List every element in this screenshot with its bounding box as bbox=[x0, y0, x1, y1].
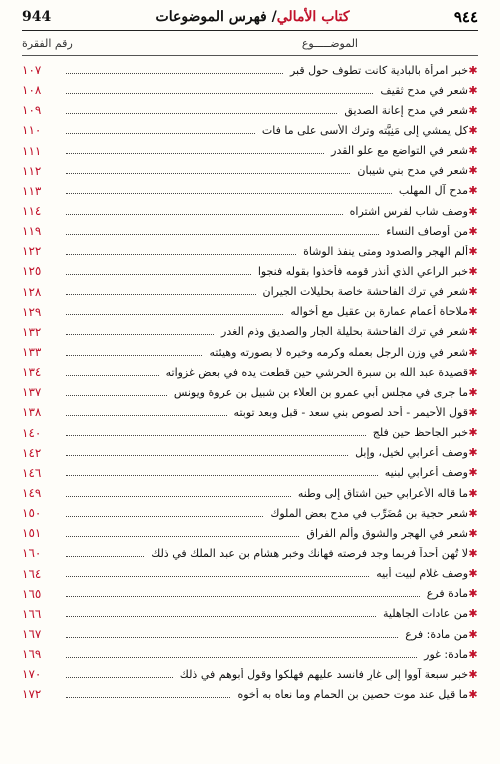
dot-leader bbox=[66, 637, 398, 638]
index-entry bbox=[22, 503, 478, 523]
star-icon: ✱ bbox=[468, 546, 478, 560]
dot-leader bbox=[66, 395, 167, 396]
topic-column-heading: الموضـــــوع bbox=[301, 36, 358, 50]
column-headings bbox=[22, 31, 478, 55]
index-entries bbox=[22, 60, 478, 705]
index-entry bbox=[22, 60, 478, 80]
entry-number: ١٢٥ bbox=[22, 264, 42, 279]
entry-number: ١٠٩ bbox=[22, 103, 42, 118]
index-entry bbox=[22, 201, 478, 221]
dot-leader bbox=[66, 496, 291, 497]
star-icon: ✱ bbox=[468, 123, 478, 137]
entry-title: خبر امرأة بالبادية كانت تطوف حول قبر bbox=[289, 63, 468, 77]
entry-number: ١١٠ bbox=[22, 123, 42, 138]
dot-leader bbox=[66, 274, 251, 275]
star-icon: ✱ bbox=[468, 224, 478, 238]
entry-number: ١١٩ bbox=[22, 224, 42, 239]
star-icon: ✱ bbox=[468, 385, 478, 399]
entry-number: ١١٤ bbox=[22, 204, 42, 219]
entry-title: خبر الراعي الذي أنذر قومه فأخذوا بقوله فنجوا bbox=[257, 264, 468, 278]
index-entry bbox=[22, 322, 478, 342]
entry-number: ١٧٠ bbox=[22, 667, 42, 682]
entry-title: مادة: غور bbox=[424, 647, 468, 661]
dot-leader bbox=[66, 415, 227, 416]
dot-leader bbox=[66, 234, 379, 235]
entry-number: ١٥١ bbox=[22, 526, 42, 541]
entry-number: ١٤٩ bbox=[22, 486, 42, 501]
dot-leader bbox=[66, 73, 283, 74]
star-icon: ✱ bbox=[468, 103, 478, 117]
page-number-latin: 944 bbox=[22, 9, 52, 25]
index-entry bbox=[22, 282, 478, 302]
star-icon: ✱ bbox=[468, 647, 478, 661]
entry-number: ١١٣ bbox=[22, 183, 42, 198]
star-icon: ✱ bbox=[468, 244, 478, 258]
star-icon: ✱ bbox=[468, 405, 478, 419]
entry-title: وصف أعرابي لبنيه bbox=[384, 466, 468, 480]
index-entry bbox=[22, 483, 478, 503]
dot-leader bbox=[66, 334, 214, 335]
dot-leader bbox=[66, 435, 366, 436]
index-entry bbox=[22, 241, 478, 261]
star-icon: ✱ bbox=[468, 526, 478, 540]
dot-leader bbox=[66, 576, 369, 577]
entry-title: خبر الجاحظ حين فلج bbox=[372, 426, 468, 440]
dot-leader bbox=[66, 556, 144, 557]
star-icon: ✱ bbox=[468, 486, 478, 500]
dot-leader bbox=[66, 536, 299, 537]
index-entry bbox=[22, 141, 478, 161]
dot-leader bbox=[66, 113, 337, 114]
entry-title: من أوصاف النساء bbox=[386, 224, 468, 238]
entry-number: ١١١ bbox=[22, 143, 42, 158]
dot-leader bbox=[66, 153, 324, 154]
entry-number: ١٠٨ bbox=[22, 83, 42, 98]
star-icon: ✱ bbox=[468, 204, 478, 218]
entry-number: ١٥٠ bbox=[22, 506, 42, 521]
dot-leader bbox=[66, 173, 350, 174]
dot-leader bbox=[66, 193, 392, 194]
dot-leader bbox=[66, 455, 348, 456]
entry-number: ١٦٩ bbox=[22, 647, 42, 662]
index-entry bbox=[22, 423, 478, 443]
entry-number: ١٣٤ bbox=[22, 365, 42, 380]
entry-title: ما قيل عند موت حصين بن الحمام وما نعاه به أخوه bbox=[237, 687, 468, 701]
entry-number: ١٣٣ bbox=[22, 345, 42, 360]
entry-title: قصيدة عبد الله بن سبرة الحرشي حين قطعت يده في بعض غزواته bbox=[165, 365, 468, 379]
entry-title: من مادة: فرع bbox=[405, 627, 468, 641]
star-icon: ✱ bbox=[468, 365, 478, 379]
star-icon: ✱ bbox=[468, 264, 478, 278]
entry-title: شعر في مدح إعانة الصديق bbox=[344, 103, 468, 117]
page-number-arabic: ٩٤٤ bbox=[453, 8, 478, 26]
entry-title: لا تُهِن أحداً فربما وجد فرصته فهانك وخبر هشام بن عبد الملك في ذلك bbox=[151, 546, 468, 560]
index-entry bbox=[22, 221, 478, 241]
running-head: كتاب الأمالي/ فهرس الموضوعات bbox=[155, 9, 350, 25]
entry-title: وصف شاب لفرس اشتراه bbox=[349, 204, 468, 218]
entry-title: وصف غلام لبيت أبيه bbox=[376, 567, 468, 581]
dot-leader bbox=[66, 133, 255, 134]
star-icon: ✱ bbox=[468, 687, 478, 701]
entry-title: ملاحاة أعمام عمارة بن عقيل مع أخواله bbox=[290, 305, 468, 319]
star-icon: ✱ bbox=[468, 305, 478, 319]
entry-title: شعر في ترك الفاحشة خاصة بحليلات الجيران bbox=[262, 285, 468, 299]
entry-number: ١٦٧ bbox=[22, 627, 42, 641]
entry-number: ١٦٠ bbox=[22, 546, 42, 561]
dot-leader bbox=[66, 314, 283, 315]
star-icon: ✱ bbox=[468, 567, 478, 581]
running-title: كتاب الأمالي bbox=[276, 9, 350, 25]
dot-leader bbox=[66, 375, 159, 376]
entry-title: شعر في مدح بني شيبان bbox=[357, 164, 468, 178]
entry-title: ما قاله الأعرابي حين اشتاق إلى وطنه bbox=[297, 486, 468, 500]
index-entry bbox=[22, 644, 478, 664]
star-icon: ✱ bbox=[468, 184, 478, 198]
dot-leader bbox=[66, 657, 417, 658]
star-icon: ✱ bbox=[468, 63, 478, 77]
paragraph-column-heading: رقم الفقرة bbox=[22, 36, 73, 50]
dot-leader bbox=[66, 93, 373, 94]
index-entry bbox=[22, 261, 478, 281]
dot-leader bbox=[66, 697, 230, 698]
column-heading-rule bbox=[22, 55, 478, 56]
star-icon: ✱ bbox=[468, 627, 478, 641]
entry-number: ١٤٠ bbox=[22, 425, 42, 440]
index-entry bbox=[22, 664, 478, 684]
dot-leader bbox=[66, 214, 343, 215]
index-entry bbox=[22, 342, 478, 362]
entry-title: وصف أعرابي لخيل، وإبل bbox=[355, 446, 468, 460]
entry-number: ١٧٢ bbox=[22, 687, 42, 702]
index-entry bbox=[22, 604, 478, 624]
entry-number: ١٢٨ bbox=[22, 284, 42, 299]
star-icon: ✱ bbox=[468, 446, 478, 460]
star-icon: ✱ bbox=[468, 345, 478, 359]
dot-leader bbox=[66, 294, 256, 295]
entry-title: شعر حجية بن مُضَرِّب في مدح بعض الملوك bbox=[270, 506, 468, 520]
entry-number: ١٦٥ bbox=[22, 586, 42, 601]
page-header bbox=[22, 6, 478, 28]
index-entry bbox=[22, 402, 478, 422]
star-icon: ✱ bbox=[468, 587, 478, 601]
dot-leader bbox=[66, 616, 376, 617]
entry-number: ١٤٢ bbox=[22, 445, 42, 460]
entry-title: ألم الهجر والصدود ومتى ينفذ الوشاة bbox=[303, 244, 468, 258]
entry-title: خبر سبعة آووا إلى غارٍ فانسد عليهم فهلكوا وقول أبوهم في ذلك bbox=[179, 667, 468, 681]
index-entry bbox=[22, 463, 478, 483]
index-entry bbox=[22, 80, 478, 100]
entry-title: شعر في وزن الرجل بعمله وكرمه وخيره لا بصورته وهيئته bbox=[209, 345, 468, 359]
running-section: فهرس الموضوعات bbox=[155, 9, 267, 25]
star-icon: ✱ bbox=[468, 164, 478, 178]
index-entry bbox=[22, 120, 478, 140]
star-icon: ✱ bbox=[468, 466, 478, 480]
entry-number: ١٦٦ bbox=[22, 606, 42, 621]
dot-leader bbox=[66, 254, 296, 255]
star-icon: ✱ bbox=[468, 426, 478, 440]
star-icon: ✱ bbox=[468, 506, 478, 520]
index-entry bbox=[22, 382, 478, 402]
star-icon: ✱ bbox=[468, 325, 478, 339]
entry-number: ١٤٦ bbox=[22, 465, 42, 480]
index-entry bbox=[22, 684, 478, 704]
index-entry bbox=[22, 161, 478, 181]
entry-title: شعر في الهجر والشوق وألم الفراق bbox=[306, 526, 468, 540]
entry-number: ١٠٧ bbox=[22, 63, 42, 78]
entry-title: مدح آل المهلب bbox=[398, 184, 468, 198]
index-entry bbox=[22, 181, 478, 201]
star-icon: ✱ bbox=[468, 667, 478, 681]
index-entry bbox=[22, 302, 478, 322]
dot-leader bbox=[66, 355, 202, 356]
star-icon: ✱ bbox=[468, 607, 478, 621]
entry-number: ١٢٩ bbox=[22, 304, 42, 319]
dot-leader bbox=[66, 475, 378, 476]
dot-leader bbox=[66, 596, 420, 597]
dot-leader bbox=[66, 516, 263, 517]
entry-title: كل يمشي إلى مَنِيَّته وترك الأسى على ما فات bbox=[261, 123, 468, 137]
entry-number: ١٣٨ bbox=[22, 405, 42, 420]
entry-title: شعر في مدح ثقيف bbox=[380, 83, 468, 97]
star-icon: ✱ bbox=[468, 83, 478, 97]
star-icon: ✱ bbox=[468, 285, 478, 299]
index-entry bbox=[22, 100, 478, 120]
index-entry bbox=[22, 624, 478, 644]
entry-title: مادة فرع bbox=[426, 587, 468, 601]
entry-number: ١٣٢ bbox=[22, 324, 42, 339]
index-entry bbox=[22, 584, 478, 604]
star-icon: ✱ bbox=[468, 144, 478, 158]
index-entry bbox=[22, 443, 478, 463]
entry-number: ١٦٤ bbox=[22, 566, 42, 581]
entry-title: شعر في التواضع مع علو القدر bbox=[331, 144, 468, 158]
index-entry bbox=[22, 362, 478, 382]
entry-title: ما جرى في مجلس أبي عمرو بن العلاء بن شبيل بن عروة ويونس bbox=[173, 385, 468, 399]
entry-title: من عادات الجاهلية bbox=[382, 607, 468, 621]
index-entry bbox=[22, 564, 478, 584]
entry-number: ١٢٢ bbox=[22, 244, 42, 259]
index-entry bbox=[22, 543, 478, 563]
dot-leader bbox=[66, 677, 173, 678]
entry-number: ١٣٧ bbox=[22, 385, 42, 400]
index-entry bbox=[22, 523, 478, 543]
entry-title: قول الأحيمر - أحد لصوص بني سعد - قبل وبعد توبته bbox=[233, 405, 468, 419]
entry-title: شعر في ترك الفاحشة بحليلة الجار والصديق وذم الغدر bbox=[221, 325, 468, 339]
entry-number: ١١٢ bbox=[22, 163, 42, 178]
